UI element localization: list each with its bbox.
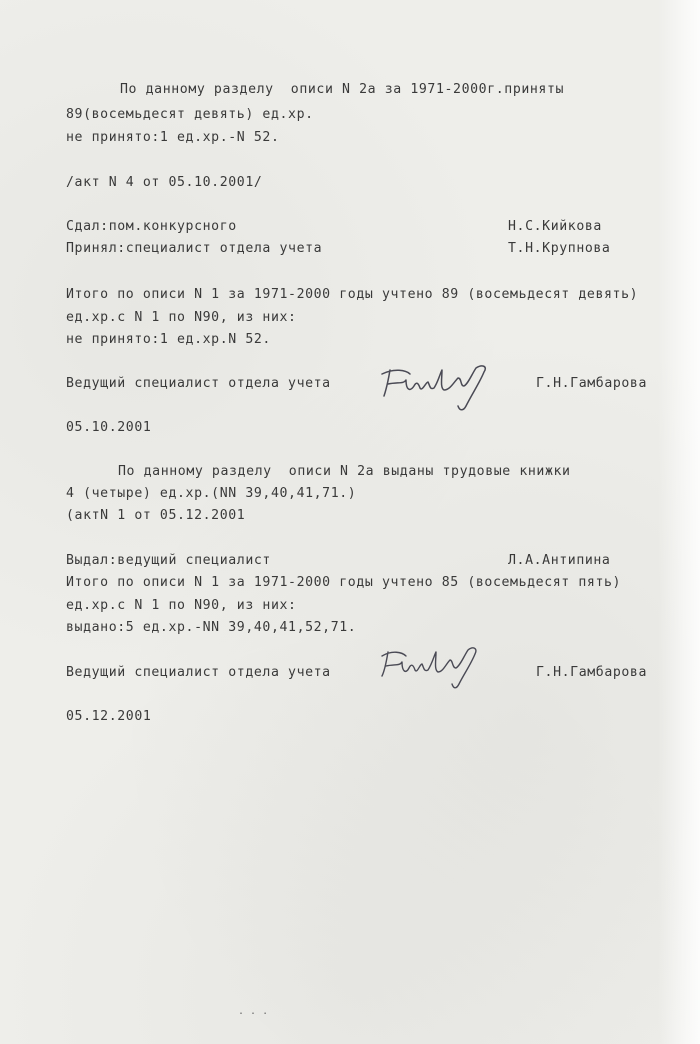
total1-line3: не принято:1 ед.хр.N 52. <box>66 332 271 347</box>
total2-line3: выдано:5 ед.хр.-NN 39,40,41,52,71. <box>66 620 357 635</box>
block1-line1: По данному разделу описи N 2a за 1971-2000г.приняты <box>120 82 565 97</box>
block2-line2: 4 (четыре) ед.хр.(NN 39,40,41,71.) <box>66 486 357 501</box>
block2-act: (актN 1 от 05.12.2001 <box>66 508 246 523</box>
sign1-name: Г.Н.Гамбарова <box>536 376 648 391</box>
sign1-role: Ведущий специалист отдела учета <box>66 376 331 391</box>
handover-took-name: Т.Н.Крупнова <box>508 241 611 256</box>
paper-speck-marks: . . . <box>238 1006 269 1017</box>
handover-gave-name: Н.С.Кийкова <box>508 219 602 234</box>
handover-took-role: Принял:специалист отдела учета <box>66 241 323 256</box>
handwritten-signature-1 <box>376 360 506 416</box>
total2-line2: ед.хр.с N 1 по N90, из них: <box>66 598 297 613</box>
sign2-role: Ведущий специалист отдела учета <box>66 665 331 680</box>
sign2-date: 05.12.2001 <box>66 709 152 724</box>
page-edge-highlight <box>658 0 700 1044</box>
block1-line3: не принято:1 ед.хр.-N 52. <box>66 130 280 145</box>
total1-line2: ед.хр.с N 1 по N90, из них: <box>66 310 297 325</box>
block1-act: /акт N 4 от 05.10.2001/ <box>66 175 263 190</box>
sign2-name: Г.Н.Гамбарова <box>536 665 648 680</box>
total2-line1: Итого по описи N 1 за 1971-2000 годы учтено 85 (восемьдесят пять) <box>66 575 622 590</box>
issued-role: Выдал:ведущий специалист <box>66 553 271 568</box>
sign1-date: 05.10.2001 <box>66 420 152 435</box>
handover-gave-role: Сдал:пом.конкурсного <box>66 219 237 234</box>
block1-line2: 89(восемьдесят девять) ед.хр. <box>66 107 314 122</box>
handwritten-signature-2 <box>376 644 486 694</box>
total1-line1: Итого по описи N 1 за 1971-2000 годы учтено 89 (восемьдесят девять) <box>66 287 639 302</box>
block2-line1: По данному разделу описи N 2a выданы трудовые книжки <box>118 464 571 479</box>
issued-name: Л.А.Антипина <box>508 553 611 568</box>
